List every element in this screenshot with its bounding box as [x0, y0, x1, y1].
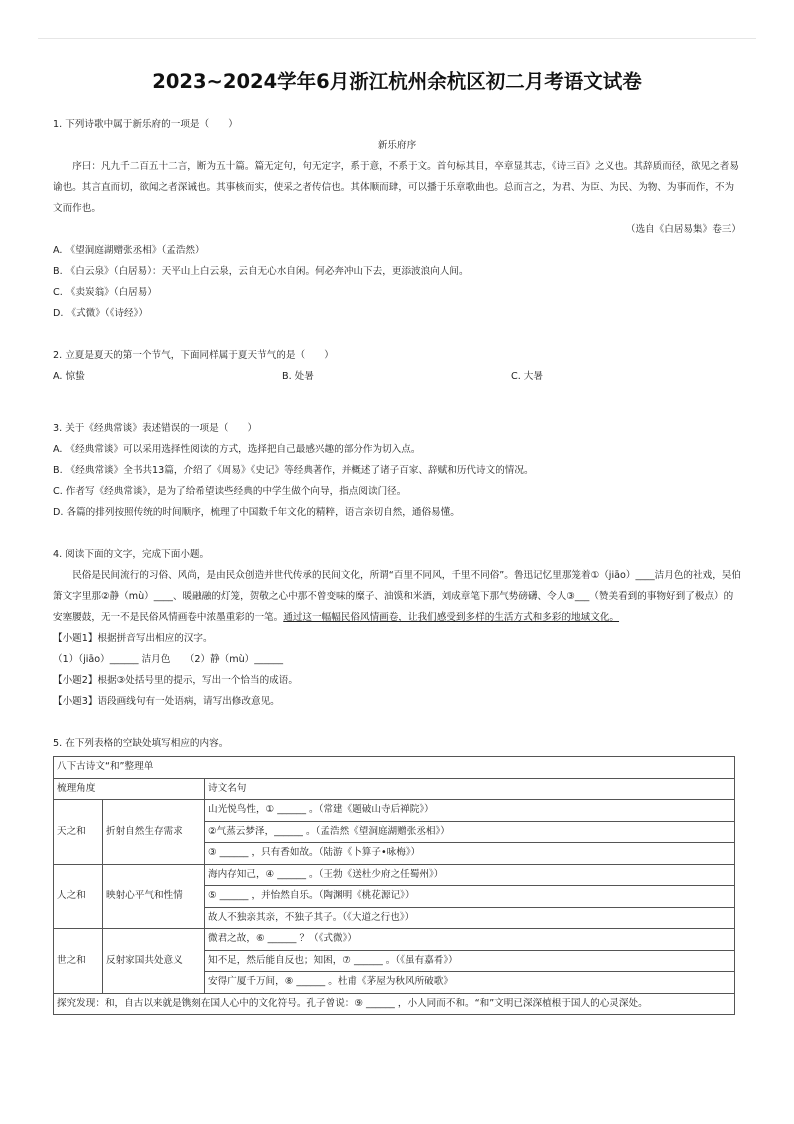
table-footer[interactable]: 探究发现：和，自古以来就是镌刻在国人心中的文化符号。孔子曾说：⑨ ______ ，小人同而不和。“和”文明已深深植根于国人的心灵深处。	[54, 993, 735, 1015]
group-aspect: 世之和	[54, 929, 103, 994]
q5-table	[53, 756, 735, 1015]
q4-sub1-blanks[interactable]: （1）（jiāo）______ 洁月色 （2）静（mù）______	[53, 654, 284, 665]
q4-sub3: 【小题3】语段画线句有一处语病，请写出修改意见。	[53, 696, 280, 707]
q5-stem: 5. 在下列表格的空缺处填写相应的内容。	[53, 738, 229, 749]
exam-content	[53, 114, 741, 1015]
group-aspect: 人之和	[54, 864, 103, 929]
table-row	[54, 800, 735, 822]
q1-stem: 1. 下列诗歌中属于新乐府的一项是（ ）	[53, 119, 238, 130]
q4-sub1: 【小题1】根据拼音写出相应的汉字。	[53, 633, 213, 644]
top-divider	[38, 38, 756, 39]
poem-line-5[interactable]: ⑤ ______ ，并怡然自乐。（陶渊明《桃花源记》）	[205, 886, 735, 908]
page-title: 2023~2024学年6月浙江杭州余杭区初二月考语文试卷	[152, 70, 642, 93]
q4-stem: 4. 阅读下面的文字，完成下面小题。	[53, 549, 210, 560]
table-row	[54, 864, 735, 886]
poem-line-6: 故人不独亲其亲，不独子其子。（《大道之行也》）	[205, 907, 735, 929]
q1-option-a[interactable]: A. 《望洞庭湖赠张丞相》（孟浩然）	[53, 245, 205, 256]
q3-stem: 3. 关于《经典常谈》表述错误的一项是（ ）	[53, 423, 258, 434]
q4-passage	[53, 565, 741, 628]
q1-source: （选自《白居易集》卷三）	[625, 224, 741, 235]
q2-stem: 2. 立夏是夏天的第一个节气，下面同样属于夏天节气的是（ ）	[53, 350, 334, 361]
poem-line-7[interactable]: 微君之故，⑥ ______ ？（《式微》）	[205, 929, 735, 951]
q2-option-b[interactable]: B. 处暑	[282, 371, 314, 382]
poem-line-3[interactable]: ③ ______ ，只有香如故。（陆游《卜算子•咏梅》）	[205, 843, 735, 865]
poem-line-2[interactable]: ②气蒸云梦泽，______ 。（孟浩然《望洞庭湖赠张丞相》）	[205, 821, 735, 843]
table-header-lines: 诗文名句	[205, 778, 735, 800]
poem-line-8[interactable]: 知不足，然后能自反也；知困，⑦ ______ 。（《虽有嘉肴》）	[205, 950, 735, 972]
q3-option-d[interactable]: D. 各篇的排列按照传统的时间顺序，梳理了中国数千年文化的精粹，语言亲切自然，通俗易懂。	[53, 507, 460, 518]
q3-option-a[interactable]: A. 《经典常谈》可以采用选择性阅读的方式，选择把自己最感兴趣的部分作为切入点。	[53, 444, 421, 455]
group-desc: 映射心平气和性情	[103, 864, 205, 929]
q1-option-d[interactable]: D. 《式微》（《诗经》）	[53, 308, 149, 319]
q2-option-a[interactable]: A. 惊蛰	[53, 371, 85, 382]
table-title: 八下古诗文“和”整理单	[54, 757, 735, 779]
q3-option-c[interactable]: C. 作者写《经典常谈》，是为了给希望读些经典的中学生做个向导，指点阅读门径。	[53, 486, 407, 497]
q4-passage-main: 民俗是民间流行的习俗、风尚，是由民众创造并世代传承的民间文化，所谓“百里不同风，千里不同俗”。鲁迅记忆里那笼着①（jiāo）____洁月色的社戏，吴伯箫文字里那②静（mù）____、暖融融的灯笼，贺敬之心中那不曾变味的糜子、油馍和米酒，刘成章笔下那气势磅礴、令人③___（赞美看到的事物好到了极点）的安塞腰鼓，无一不是民俗风情画卷中浓墨重彩的一笔。	[53, 570, 741, 623]
q3-option-b[interactable]: B. 《经典常谈》全书共13篇，介绍了《周易》《史记》等经典著作，并概述了诸子百家、辞赋和历代诗文的情况。	[53, 465, 534, 476]
group-desc: 反射家国共处意义	[103, 929, 205, 994]
q1-passage-title: 新乐府序	[377, 140, 417, 151]
q2-options	[53, 366, 741, 387]
q1-option-c[interactable]: C. 《卖炭翁》（白居易）	[53, 287, 157, 298]
group-aspect: 天之和	[54, 800, 103, 865]
group-desc: 折射自然生存需求	[103, 800, 205, 865]
q2-option-c[interactable]: C. 大暑	[511, 371, 543, 382]
q1-option-b[interactable]: B. 《白云泉》（白居易）：天平山上白云泉，云自无心水自闲。何必奔冲山下去，更添波浪向人间。	[53, 266, 469, 277]
poem-line-1[interactable]: 山光悦鸟性，① ______ 。（常建《题破山寺后禅院》）	[205, 800, 735, 822]
q4-underlined-sentence: 通过这一幅幅民俗风情画卷，让我们感受到多样的生活方式和多彩的地域文化。	[283, 612, 620, 623]
q4-sub2: 【小题2】根据③处括号里的提示，写出一个恰当的成语。	[53, 675, 298, 686]
q1-passage: 序曰：凡九千二百五十二言，断为五十篇。篇无定句，句无定字，系于意，不系于文。首句标其目，卒章显其志，《诗三百》之义也。其辞质而径，欲见之者易谕也。其言直而切，欲闻之者深诫也。其事核而实，使采之者传信也。其体顺而肆，可以播于乐章歌曲也。总而言之，为君、为臣、为民、为物、为事而作，不为文而作也。	[53, 161, 739, 214]
table-row	[54, 929, 735, 951]
table-header-aspect: 梳理角度	[54, 778, 205, 800]
poem-line-9[interactable]: 安得广厦千万间，⑧ ______ 。杜甫《茅屋为秋风所破歌》	[205, 972, 735, 994]
poem-line-4[interactable]: 海内存知己，④ ______ 。（王勃《送杜少府之任蜀州》）	[205, 864, 735, 886]
